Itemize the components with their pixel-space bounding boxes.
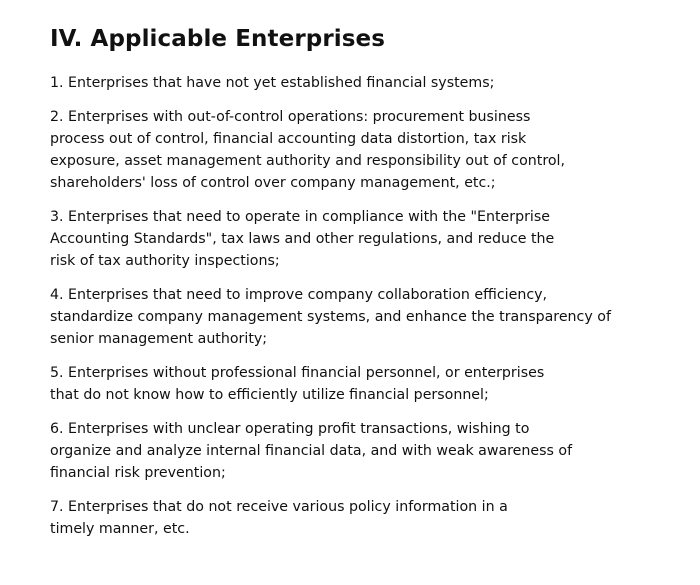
section-title: IV. Applicable Enterprises: [50, 26, 386, 52]
item-3-line-3: risk of tax authority inspections;: [50, 253, 280, 269]
item-7-line-1: 7. Enterprises that do not receive various policy information in a: [50, 499, 508, 515]
item-6-line-2: organize and analyze internal financial data, and with weak awareness of: [50, 443, 573, 459]
enterprise-list: [50, 72, 700, 540]
item-2-line-3: exposure, asset management authority and responsibility out of control,: [50, 153, 565, 169]
list-item-4: [50, 284, 700, 350]
list-item-7: [50, 496, 700, 540]
list-item-5: [50, 362, 700, 406]
list-item-3: [50, 206, 700, 272]
item-4-line-2: standardize company management systems, and enhance the transparency of: [50, 309, 611, 325]
item-7-line-2: timely manner, etc.: [50, 521, 190, 537]
item-2-line-1: 2. Enterprises with out-of-control operations: procurement business: [50, 109, 531, 125]
item-5-line-2: that do not know how to efficiently utilize financial personnel;: [50, 387, 489, 403]
list-item-2: [50, 106, 700, 194]
item-4-line-1: 4. Enterprises that need to improve company collaboration efficiency,: [50, 287, 548, 303]
item-5-line-1: 5. Enterprises without professional financial personnel, or enterprises: [50, 365, 545, 381]
list-item-6: [50, 418, 700, 484]
item-3-line-2: Accounting Standards", tax laws and other regulations, and reduce the: [50, 231, 555, 247]
item-3-line-1: 3. Enterprises that need to operate in compliance with the "Enterprise: [50, 209, 550, 225]
item-2-line-2: process out of control, financial accounting data distortion, tax risk: [50, 131, 527, 147]
item-1-line-1: 1. Enterprises that have not yet established financial systems;: [50, 75, 495, 91]
item-4-line-3: senior management authority;: [50, 331, 268, 347]
item-2-line-4: shareholders' loss of control over company management, etc.;: [50, 175, 496, 191]
list-item-1: [50, 72, 700, 94]
item-6-line-1: 6. Enterprises with unclear operating profit transactions, wishing to: [50, 421, 530, 437]
item-6-line-3: financial risk prevention;: [50, 465, 226, 481]
